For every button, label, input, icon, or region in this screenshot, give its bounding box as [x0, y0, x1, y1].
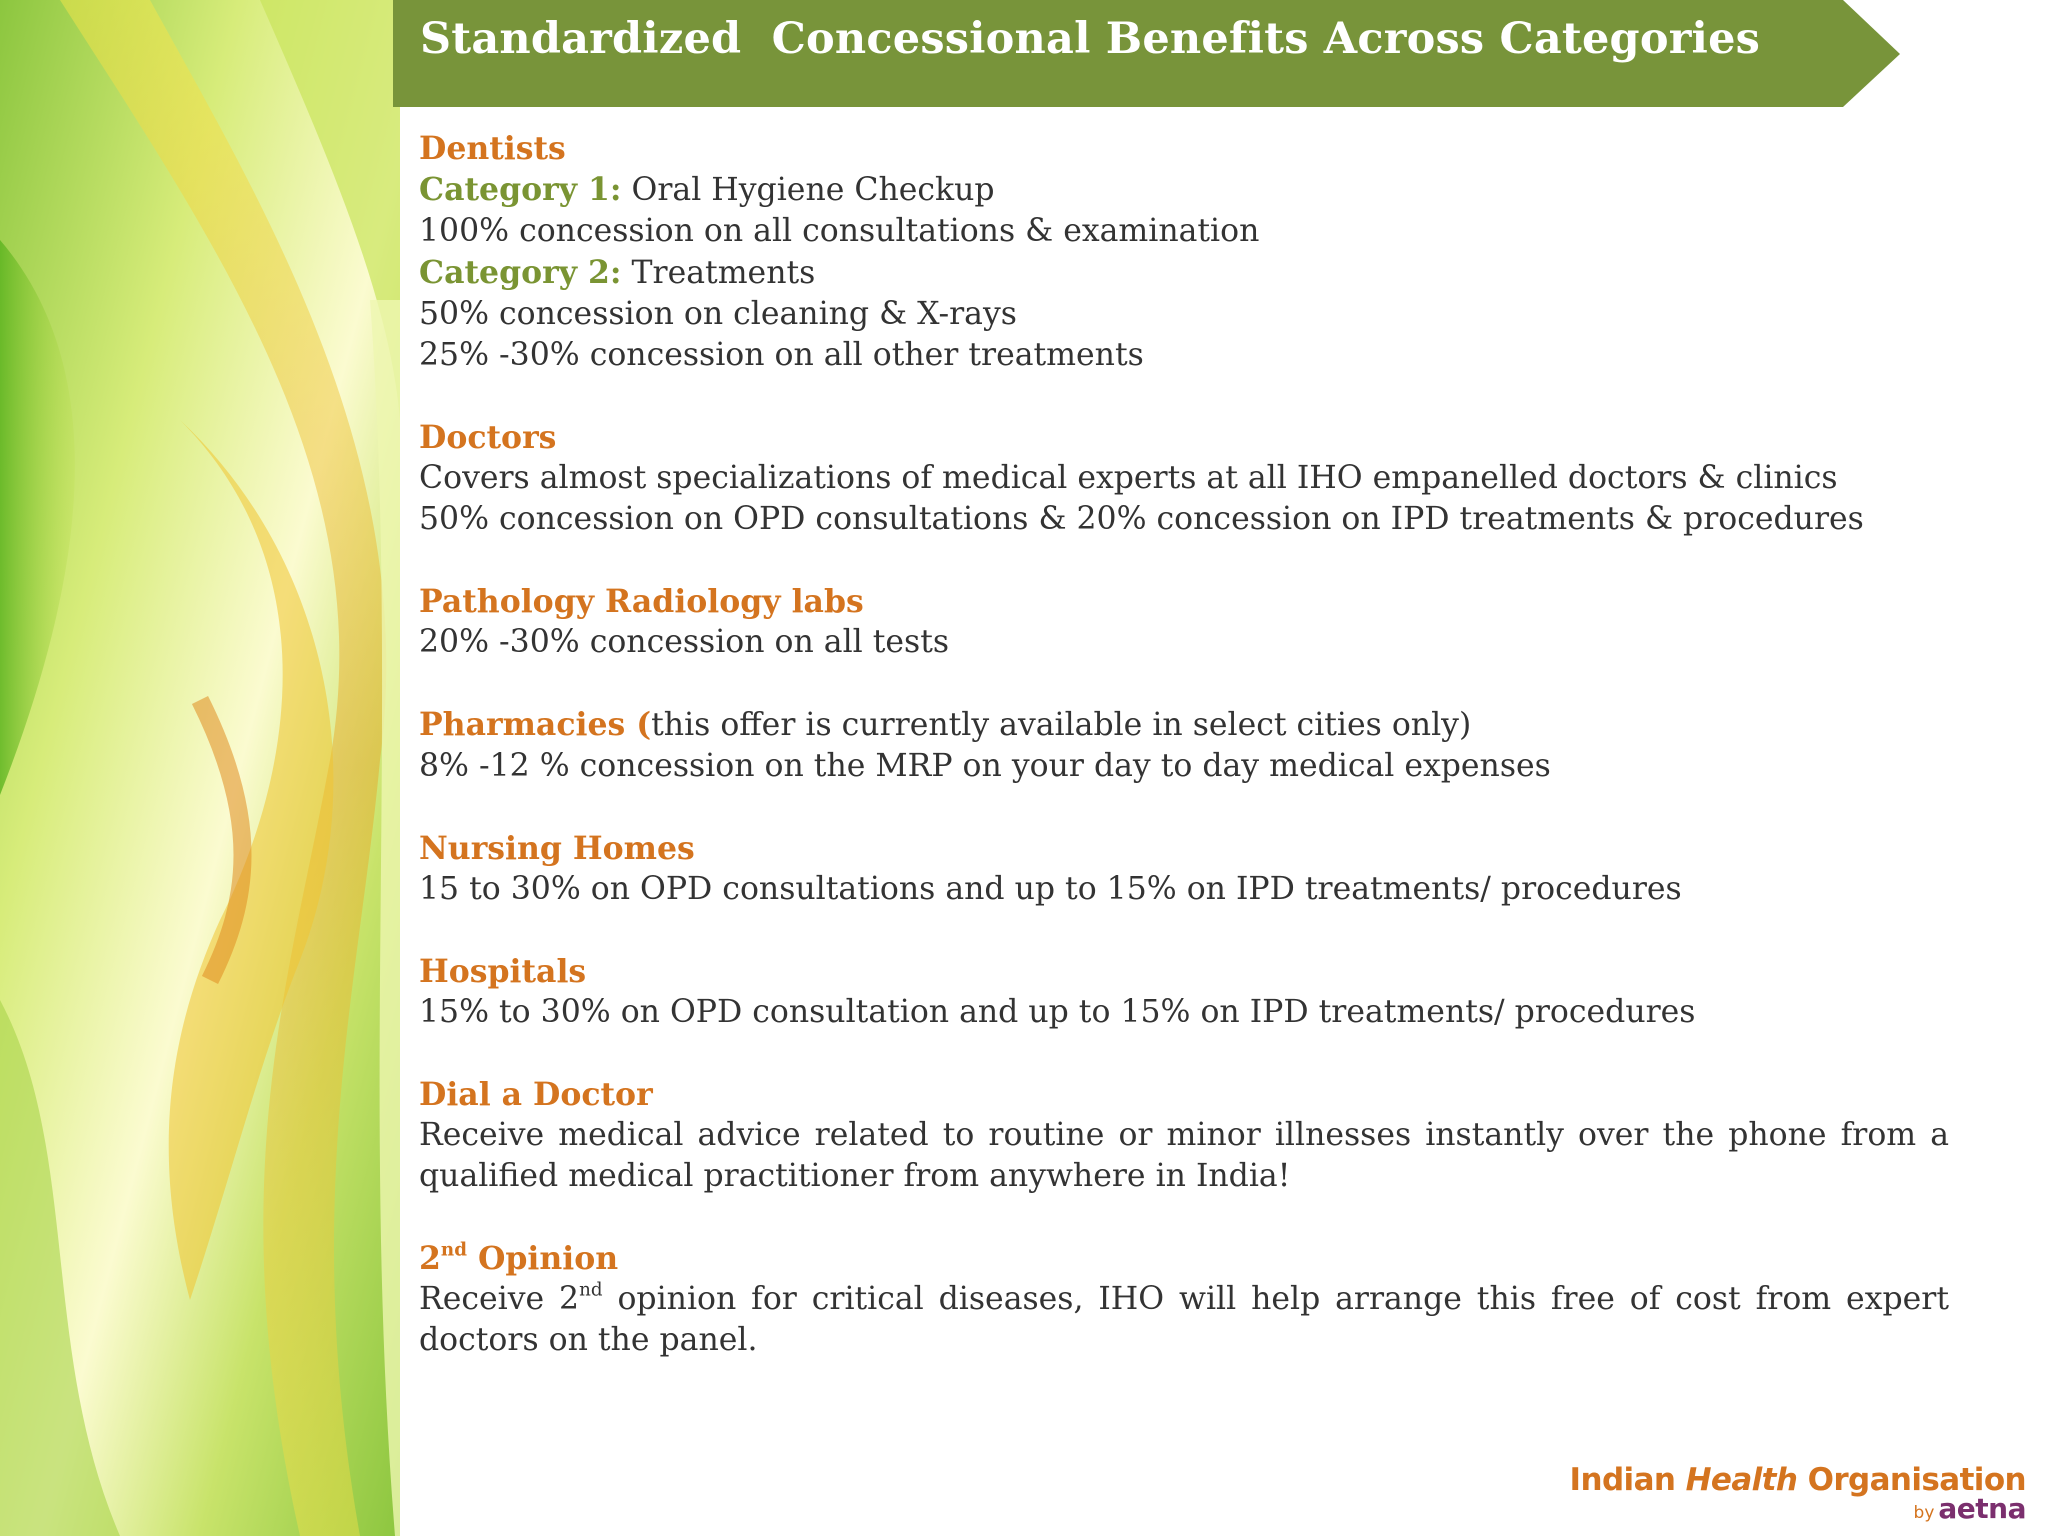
category-1-text: Oral Hygiene Checkup	[621, 172, 995, 208]
doctors-section	[419, 417, 1959, 540]
doctors-line-2: 50% concession on OPD consultations & 20% concession on IPD treatments & procedures	[419, 501, 1864, 537]
category-1-label: Category 1:	[419, 171, 622, 208]
logo-by: by	[1913, 1503, 1935, 1523]
nursing-homes-heading: Nursing Homes	[419, 830, 695, 867]
nursing-homes-section	[419, 828, 1959, 910]
dentists-category-1-line: 100% concession on all consultations & examination	[419, 213, 1260, 249]
iho-aetna-logo	[1570, 1462, 2026, 1525]
dentists-category-2-line-2: 25% -30% concession on all other treatments	[419, 337, 1144, 373]
hospitals-line-1: 15% to 30% on OPD consultation and up to 15% on IPD treatments/ procedures	[419, 994, 1696, 1030]
labs-heading: Pathology Radiology labs	[419, 583, 864, 620]
second-opinion-heading-number: 2	[419, 1240, 441, 1277]
dentists-category-1	[419, 169, 1959, 211]
dial-a-doctor-text: Receive medical advice related to routine or minor illnesses instantly over the phone from a qualified medical practitioner from anywhere in India!	[419, 1117, 1949, 1194]
dentists-heading: Dentists	[419, 130, 566, 167]
dentists-category-2	[419, 252, 1959, 294]
second-opinion-heading-suffix: nd	[440, 1239, 467, 1261]
second-opinion-text	[419, 1279, 1949, 1361]
second-opinion-heading	[419, 1238, 1959, 1279]
title-banner	[393, 0, 1900, 107]
nursing-homes-line-1: 15 to 30% on OPD consultations and up to 15% on IPD treatments/ procedures	[419, 871, 1682, 907]
hospitals-heading: Hospitals	[419, 953, 587, 990]
logo-word-organisation: Organisation	[1797, 1462, 2026, 1498]
dial-a-doctor-section	[419, 1074, 1959, 1197]
second-opinion-heading-rest: Opinion	[466, 1240, 619, 1277]
pharmacies-section	[419, 704, 1959, 787]
second-opinion-text-suffix: nd	[579, 1279, 603, 1301]
second-opinion-section	[419, 1238, 1959, 1361]
logo-aetna: aetna	[1938, 1492, 2026, 1525]
dentists-category-2-line-1: 50% concession on cleaning & X-rays	[419, 296, 1017, 332]
logo-word-health: Health	[1685, 1462, 1798, 1498]
dial-a-doctor-heading: Dial a Doctor	[419, 1076, 653, 1113]
pharmacies-heading: Pharmacies (	[419, 706, 652, 743]
benefits-content	[419, 128, 1959, 1361]
category-2-label: Category 2:	[419, 254, 622, 291]
hospitals-section	[419, 951, 1959, 1033]
second-opinion-text-pre: Receive 2	[419, 1281, 580, 1317]
labs-line-1: 20% -30% concession on all tests	[419, 624, 950, 660]
doctors-line-1: Covers almost specializations of medical experts at all IHO empanelled doctors & clinics	[419, 460, 1838, 496]
logo-word-indian: Indian	[1569, 1462, 1686, 1498]
category-2-text: Treatments	[621, 255, 816, 291]
page-title: Standardized Concessional Benefits Across Categories	[420, 14, 1761, 64]
labs-section	[419, 581, 1959, 663]
pharmacies-note: this offer is currently available in select cities only)	[651, 707, 1472, 743]
dentists-section	[419, 128, 1959, 376]
pharmacies-line-1: 8% -12 % concession on the MRP on your day to day medical expenses	[419, 748, 1551, 784]
pharmacies-heading-row	[419, 704, 1959, 746]
second-opinion-text-post: opinion for critical diseases, IHO will help arrange this free of cost from expert doctors on the panel.	[419, 1281, 1949, 1358]
decorative-swirl-background	[0, 0, 400, 1536]
doctors-heading: Doctors	[419, 419, 557, 456]
